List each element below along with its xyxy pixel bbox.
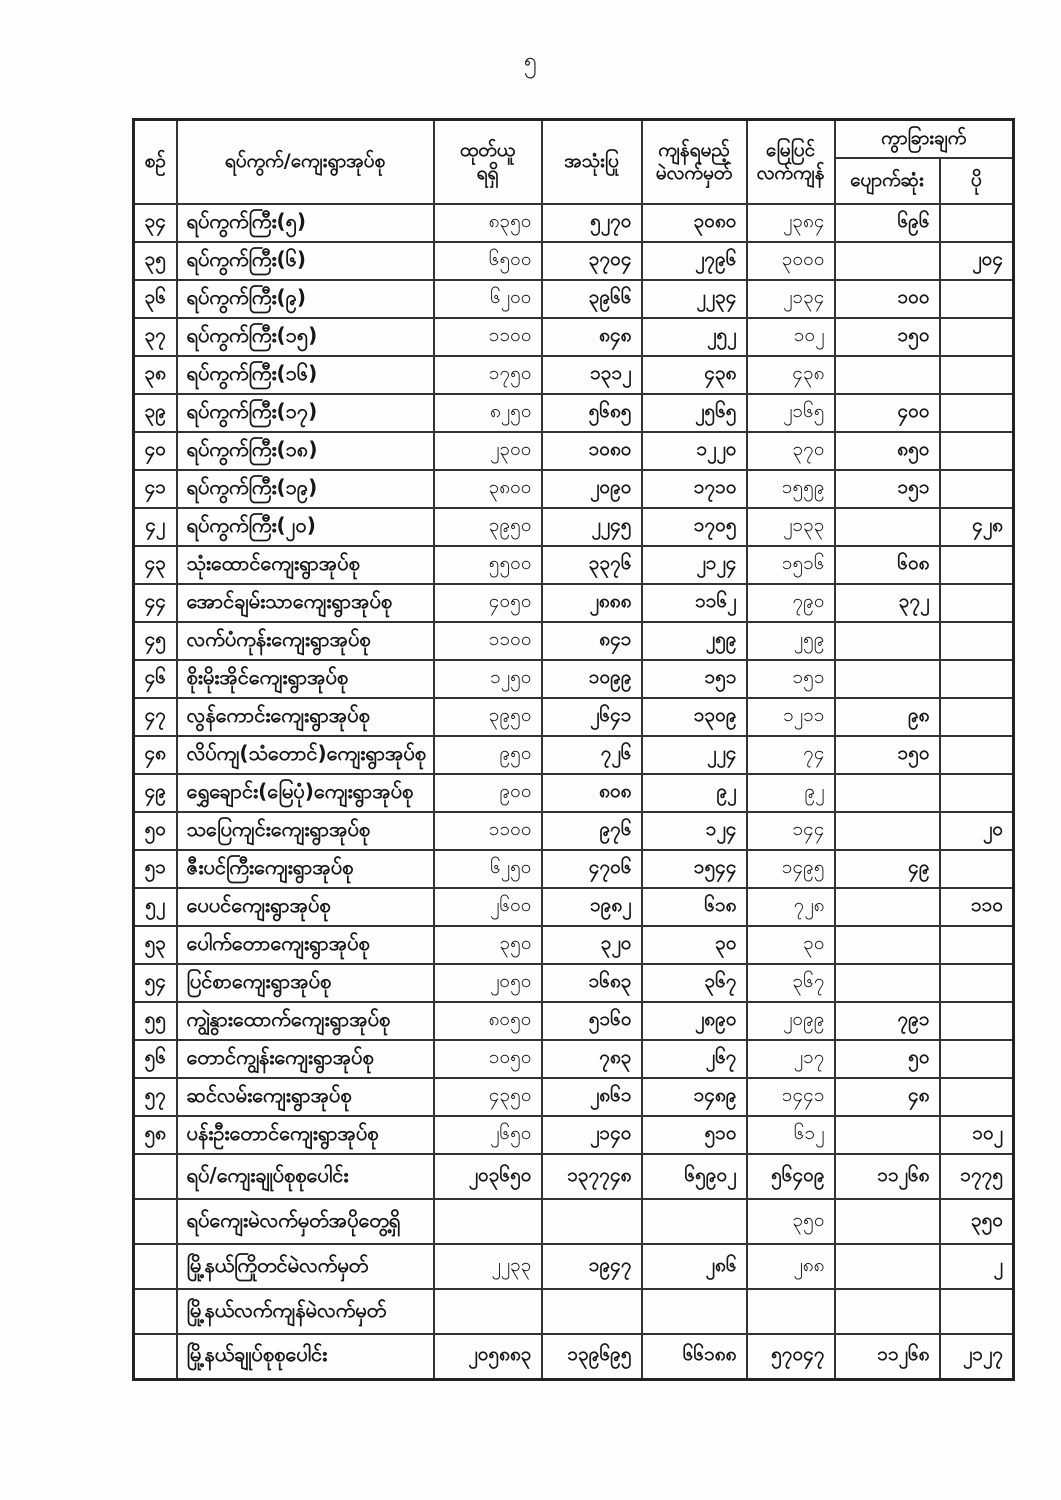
table-row	[134, 508, 1014, 546]
header-serial: စဉ်	[134, 120, 177, 205]
cell-remaining: ၆၆၁၈၈	[642, 1334, 747, 1379]
ballot-summary-table	[132, 118, 1015, 1381]
cell-issued: ၈၂၅၀	[434, 394, 542, 432]
cell-name: ရပ်ကျေးမဲလက်မှတ်အပိုတွေ့ရှိ	[177, 1199, 434, 1244]
table-row	[134, 280, 1014, 318]
cell-used: ၂၂၄၅	[542, 508, 642, 546]
cell-remaining: ၂၁၂၄	[642, 546, 747, 584]
cell-lost	[835, 508, 940, 546]
cell-name: စိုးမိုးအိုင်ကျေးရွာအုပ်စု	[177, 660, 434, 698]
cell-remaining: ၁၅၁	[642, 660, 747, 698]
table-body	[134, 204, 1014, 1379]
cell-issued: ၂၆၀၀	[434, 888, 542, 926]
cell-used: ၁၀၈၀	[542, 432, 642, 470]
cell-issued: ၃၉၅၀	[434, 508, 542, 546]
cell-extra	[940, 204, 1014, 242]
table-row	[134, 584, 1014, 622]
cell-issued: ၈၀၅၀	[434, 1002, 542, 1040]
cell-name: ရပ်ကွက်ကြီး(၉)	[177, 280, 434, 318]
cell-lost	[835, 888, 940, 926]
cell-used: ၁၀၉၉	[542, 660, 642, 698]
cell-extra	[940, 660, 1014, 698]
header-extra: ပို	[940, 158, 1014, 204]
cell-lost: ၃၇၂	[835, 584, 940, 622]
cell-serial: ၄၀	[134, 432, 177, 470]
cell-lost	[835, 926, 940, 964]
table-row	[134, 622, 1014, 660]
cell-serial: ၄၈	[134, 736, 177, 774]
cell-issued: ၉၅၀	[434, 736, 542, 774]
cell-serial	[134, 1199, 177, 1244]
cell-issued: ၃၅၀	[434, 926, 542, 964]
cell-serial: ၄၄	[134, 584, 177, 622]
cell-remaining: ၃၀	[642, 926, 747, 964]
cell-name: ရပ်ကွက်ကြီး(၂၀)	[177, 508, 434, 546]
cell-ground: ၂၅၉	[747, 622, 835, 660]
cell-used: ၁၉၈၂	[542, 888, 642, 926]
cell-name: တောင်ကျွန်းကျေးရွာအုပ်စု	[177, 1040, 434, 1078]
cell-issued: ၄၀၅၀	[434, 584, 542, 622]
cell-remaining: ၂၈၉၀	[642, 1002, 747, 1040]
cell-serial: ၅၁	[134, 850, 177, 888]
cell-name: မြို့နယ်လက်ကျန်မဲလက်မှတ်	[177, 1289, 434, 1334]
cell-used: ၃၇၀၄	[542, 242, 642, 280]
cell-remaining: ၂၆၇	[642, 1040, 747, 1078]
summary-row	[134, 1289, 1014, 1334]
table-row	[134, 1116, 1014, 1154]
header-ward-name: ရပ်ကွက်/ကျေးရွာအုပ်စု	[177, 120, 434, 205]
cell-issued: ၂၀၅၈၈၃	[434, 1334, 542, 1379]
cell-name: သပြေကျင်းကျေးရွာအုပ်စု	[177, 812, 434, 850]
cell-name: သုံးထောင်ကျေးရွာအုပ်စု	[177, 546, 434, 584]
cell-issued: ၂၆၅၀	[434, 1116, 542, 1154]
cell-remaining: ၃၀၈၀	[642, 204, 747, 242]
header-used: အသုံးပြု	[542, 120, 642, 205]
cell-used: ၂၆၄၁	[542, 698, 642, 736]
cell-serial: ၅၆	[134, 1040, 177, 1078]
cell-issued: ၁၂၅၀	[434, 660, 542, 698]
cell-used: ၃၉၆၆	[542, 280, 642, 318]
table-row	[134, 318, 1014, 356]
cell-issued: ၄၃၅၀	[434, 1078, 542, 1116]
cell-ground: ၇၉၀	[747, 584, 835, 622]
cell-remaining: ၃၆၇	[642, 964, 747, 1002]
cell-used: ၇၂၆	[542, 736, 642, 774]
cell-remaining: ၁၇၁၀	[642, 470, 747, 508]
cell-name: ရပ်ကွက်ကြီး(၆)	[177, 242, 434, 280]
cell-used: ၅၆၈၅	[542, 394, 642, 432]
cell-lost	[835, 1244, 940, 1289]
cell-serial: ၃၅	[134, 242, 177, 280]
cell-used: ၃၃၇၆	[542, 546, 642, 584]
cell-issued: ၂၂၃၃	[434, 1244, 542, 1289]
cell-ground: ၂၈၈	[747, 1244, 835, 1289]
cell-extra	[940, 546, 1014, 584]
header-issued-line1: ထုတ်ယူ	[459, 139, 516, 162]
cell-issued: ၁၇၅၀	[434, 356, 542, 394]
cell-name: ရပ်/ကျေးချုပ်စုစုပေါင်း	[177, 1154, 434, 1199]
cell-extra	[940, 356, 1014, 394]
cell-extra: ၄၂၈	[940, 508, 1014, 546]
cell-used: ၁၃၁၂	[542, 356, 642, 394]
cell-serial: ၄၇	[134, 698, 177, 736]
cell-used: ၈၄၈	[542, 318, 642, 356]
cell-remaining: ၂၂၄	[642, 736, 747, 774]
table-row	[134, 660, 1014, 698]
cell-serial	[134, 1244, 177, 1289]
cell-ground: ၇၄	[747, 736, 835, 774]
table-row	[134, 964, 1014, 1002]
cell-remaining: ၁၄၈၉	[642, 1078, 747, 1116]
cell-issued: ၂၃၀၀	[434, 432, 542, 470]
cell-extra	[940, 470, 1014, 508]
cell-extra	[940, 926, 1014, 964]
cell-name: ရပ်ကွက်ကြီး(၁၉)	[177, 470, 434, 508]
cell-remaining: ၁၂၄	[642, 812, 747, 850]
cell-used: ၇၈၃	[542, 1040, 642, 1078]
cell-issued: ၉၀၀	[434, 774, 542, 812]
table-row	[134, 926, 1014, 964]
summary-row	[134, 1199, 1014, 1244]
cell-issued: ၁၁၀၀	[434, 622, 542, 660]
cell-remaining: ၁၇၀၅	[642, 508, 747, 546]
cell-ground: ၂၁၃၄	[747, 280, 835, 318]
cell-ground: ၂၀၉၉	[747, 1002, 835, 1040]
cell-used: ၂၁၄၀	[542, 1116, 642, 1154]
cell-name: လက်ပံကုန်းကျေးရွာအုပ်စု	[177, 622, 434, 660]
header-remaining	[642, 120, 747, 205]
cell-remaining: ၄၃၈	[642, 356, 747, 394]
cell-ground: ၁၄၄၁	[747, 1078, 835, 1116]
cell-ground: ၁၅၁	[747, 660, 835, 698]
header-ground-line1: မြေပြင်	[765, 139, 816, 162]
cell-used: ၅၂၇၀	[542, 204, 642, 242]
cell-remaining: ၂၂၃၄	[642, 280, 747, 318]
cell-used: ၂၈၆၁	[542, 1078, 642, 1116]
cell-issued	[434, 1289, 542, 1334]
cell-name: မြို့နယ်ကြိုတင်မဲလက်မှတ်	[177, 1244, 434, 1289]
cell-remaining: ၆၁၈	[642, 888, 747, 926]
summary-row	[134, 1334, 1014, 1379]
cell-name: ရပ်ကွက်ကြီး(၁၆)	[177, 356, 434, 394]
table-row	[134, 470, 1014, 508]
cell-name: လိပ်ကျ(သံတောင်)ကျေးရွာအုပ်စု	[177, 736, 434, 774]
cell-ground: ၁၅၁၆	[747, 546, 835, 584]
cell-extra	[940, 964, 1014, 1002]
cell-ground: ၂၁၃၃	[747, 508, 835, 546]
cell-lost: ၆၉၆	[835, 204, 940, 242]
cell-lost: ၄၈	[835, 1078, 940, 1116]
cell-issued: ၃၈၀၀	[434, 470, 542, 508]
cell-remaining: ၂၅၆၅	[642, 394, 747, 432]
cell-extra: ၂၁၂၇	[940, 1334, 1014, 1379]
table-row	[134, 888, 1014, 926]
cell-lost	[835, 242, 940, 280]
cell-issued: ၁၁၀၀	[434, 812, 542, 850]
cell-ground: ၁၀၂	[747, 318, 835, 356]
cell-issued: ၂၀၅၀	[434, 964, 542, 1002]
cell-name: ရွှေချောင်း(မြေပုံ)ကျေးရွာအုပ်စု	[177, 774, 434, 812]
cell-ground: ၁၅၅၉	[747, 470, 835, 508]
cell-lost: ၁၅၁	[835, 470, 940, 508]
table-row	[134, 1002, 1014, 1040]
header-ground-remaining	[747, 120, 835, 205]
cell-name: ပေါက်တောကျေးရွာအုပ်စု	[177, 926, 434, 964]
cell-lost	[835, 812, 940, 850]
cell-name: ဆင်လမ်းကျေးရွာအုပ်စု	[177, 1078, 434, 1116]
cell-remaining: ၆၅၉၀၂	[642, 1154, 747, 1199]
cell-ground: ၄၃၈	[747, 356, 835, 394]
cell-remaining: ၅၁၀	[642, 1116, 747, 1154]
cell-extra	[940, 1040, 1014, 1078]
cell-issued: ၈၃၅၀	[434, 204, 542, 242]
cell-remaining: ၉၂	[642, 774, 747, 812]
table-row	[134, 242, 1014, 280]
cell-lost: ၄၀၀	[835, 394, 940, 432]
table-row	[134, 736, 1014, 774]
cell-used	[542, 1199, 642, 1244]
cell-ground: ၃၅၀	[747, 1199, 835, 1244]
cell-serial: ၄၅	[134, 622, 177, 660]
cell-used: ၉၇၆	[542, 812, 642, 850]
cell-remaining: ၁၅၄၄	[642, 850, 747, 888]
cell-ground: ၃၇၀	[747, 432, 835, 470]
cell-lost: ၁၀၀	[835, 280, 940, 318]
cell-lost: ၁၅၀	[835, 318, 940, 356]
cell-name: ပေပင်ကျေးရွာအုပ်စု	[177, 888, 434, 926]
cell-remaining: ၂၅၂	[642, 318, 747, 356]
cell-lost: ၁၁၂၆၈	[835, 1334, 940, 1379]
header-remaining-line2: မဲလက်မှတ်	[655, 162, 733, 184]
cell-ground: ၆၁၂	[747, 1116, 835, 1154]
cell-serial	[134, 1334, 177, 1379]
page-number: ၅	[524, 48, 537, 74]
cell-ground: ၉၂	[747, 774, 835, 812]
cell-lost: ၅၀	[835, 1040, 940, 1078]
cell-name: ရပ်ကွက်ကြီး(၁၅)	[177, 318, 434, 356]
header-remaining-line1: ကျန်ရမည့်	[658, 139, 730, 162]
cell-extra	[940, 622, 1014, 660]
cell-ground: ၂၃၈၄	[747, 204, 835, 242]
header-difference: ကွာခြားချက်	[835, 120, 1014, 159]
cell-issued	[434, 1199, 542, 1244]
cell-serial: ၅၀	[134, 812, 177, 850]
cell-name: လွန်ကောင်းကျေးရွာအုပ်စု	[177, 698, 434, 736]
table-header	[134, 120, 1014, 205]
cell-name: မြို့နယ်ချုပ်စုစုပေါင်း	[177, 1334, 434, 1379]
cell-extra: ၂၀	[940, 812, 1014, 850]
cell-used: ၂၀၉၀	[542, 470, 642, 508]
header-issued-line2: ရရှိ	[476, 162, 499, 184]
cell-remaining	[642, 1289, 747, 1334]
cell-issued: ၁၁၀၀	[434, 318, 542, 356]
cell-ground	[747, 1289, 835, 1334]
cell-serial	[134, 1154, 177, 1199]
cell-used: ၁၃၉၆၉၅	[542, 1334, 642, 1379]
table-row	[134, 698, 1014, 736]
cell-ground: ၃၆၇	[747, 964, 835, 1002]
cell-lost	[835, 1199, 940, 1244]
cell-remaining: ၁၂၂၀	[642, 432, 747, 470]
cell-extra: ၂၀၄	[940, 242, 1014, 280]
cell-extra: ၁၁၀	[940, 888, 1014, 926]
cell-lost	[835, 356, 940, 394]
table-row	[134, 850, 1014, 888]
cell-ground: ၅၆၄၀၉	[747, 1154, 835, 1199]
summary-row	[134, 1154, 1014, 1199]
cell-lost: ၁၅၀	[835, 736, 940, 774]
cell-used: ၄၇၀၆	[542, 850, 642, 888]
cell-remaining: ၂၈၆	[642, 1244, 747, 1289]
header-issued	[434, 120, 542, 205]
cell-lost	[835, 1116, 940, 1154]
cell-extra: ၁၀၂	[940, 1116, 1014, 1154]
table-row	[134, 546, 1014, 584]
cell-ground: ၂၁၆၅	[747, 394, 835, 432]
cell-name: ရပ်ကွက်ကြီး(၁၇)	[177, 394, 434, 432]
cell-ground: ၁၂၁၁	[747, 698, 835, 736]
table-row	[134, 394, 1014, 432]
cell-ground: ၃၀	[747, 926, 835, 964]
cell-ground: ၃၀၀၀	[747, 242, 835, 280]
cell-remaining	[642, 1199, 747, 1244]
cell-serial: ၅၂	[134, 888, 177, 926]
cell-lost: ၄၉	[835, 850, 940, 888]
cell-serial: ၃၄	[134, 204, 177, 242]
cell-used: ၁၃၇၇၄၈	[542, 1154, 642, 1199]
table-row	[134, 812, 1014, 850]
cell-extra	[940, 850, 1014, 888]
cell-extra	[940, 280, 1014, 318]
cell-issued: ၅၅၀၀	[434, 546, 542, 584]
cell-lost	[835, 774, 940, 812]
cell-serial: ၃၇	[134, 318, 177, 356]
cell-extra	[940, 698, 1014, 736]
cell-serial: ၃၆	[134, 280, 177, 318]
cell-serial: ၅၅	[134, 1002, 177, 1040]
cell-lost: ၆၀၈	[835, 546, 940, 584]
cell-serial: ၄၂	[134, 508, 177, 546]
cell-name: ရပ်ကွက်ကြီး(၁၈)	[177, 432, 434, 470]
cell-used: ၈၄၁	[542, 622, 642, 660]
cell-name: ကျွဲနွားထောက်ကျေးရွာအုပ်စု	[177, 1002, 434, 1040]
cell-serial: ၄၆	[134, 660, 177, 698]
cell-issued: ၆၅၀၀	[434, 242, 542, 280]
cell-serial: ၄၉	[134, 774, 177, 812]
cell-name: အောင်ချမ်းသာကျေးရွာအုပ်စု	[177, 584, 434, 622]
cell-extra	[940, 584, 1014, 622]
cell-used: ၃၂၀	[542, 926, 642, 964]
cell-serial: ၅၄	[134, 964, 177, 1002]
table-row	[134, 204, 1014, 242]
cell-serial: ၃၈	[134, 356, 177, 394]
cell-lost: ၁၁၂၆၈	[835, 1154, 940, 1199]
header-ground-line2: လက်ကျန်	[756, 162, 825, 184]
cell-name: ရပ်ကွက်ကြီး(၅)	[177, 204, 434, 242]
cell-lost	[835, 660, 940, 698]
table-row	[134, 356, 1014, 394]
cell-remaining: ၂၇၉၆	[642, 242, 747, 280]
cell-serial: ၃၉	[134, 394, 177, 432]
table-row	[134, 1078, 1014, 1116]
cell-extra	[940, 432, 1014, 470]
cell-issued: ၆၂၀၀	[434, 280, 542, 318]
summary-row	[134, 1244, 1014, 1289]
cell-name: ဇီးပင်ကြီးကျေးရွာအုပ်စု	[177, 850, 434, 888]
cell-remaining: ၁၁၆၂	[642, 584, 747, 622]
cell-used: ၈၀၈	[542, 774, 642, 812]
table-row	[134, 774, 1014, 812]
cell-ground: ၇၂၈	[747, 888, 835, 926]
cell-extra: ၃၅၀	[940, 1199, 1014, 1244]
cell-serial	[134, 1289, 177, 1334]
cell-issued: ၁၀၅၀	[434, 1040, 542, 1078]
cell-lost: ၈၅၀	[835, 432, 940, 470]
cell-used: ၁၉၄၇	[542, 1244, 642, 1289]
cell-serial: ၅၃	[134, 926, 177, 964]
cell-name: ပန်းဦးတောင်ကျေးရွာအုပ်စု	[177, 1116, 434, 1154]
cell-used	[542, 1289, 642, 1334]
cell-lost	[835, 622, 940, 660]
cell-name: ပြင်စာကျေးရွာအုပ်စု	[177, 964, 434, 1002]
cell-serial: ၄၁	[134, 470, 177, 508]
cell-extra	[940, 1078, 1014, 1116]
cell-extra	[940, 774, 1014, 812]
cell-ground: ၁၄၄	[747, 812, 835, 850]
cell-ground: ၅၇၀၄၇	[747, 1334, 835, 1379]
cell-lost	[835, 1289, 940, 1334]
cell-lost: ၉၈	[835, 698, 940, 736]
cell-used: ၂၈၈၈	[542, 584, 642, 622]
cell-used: ၁၆၈၃	[542, 964, 642, 1002]
cell-issued: ၃၉၅၀	[434, 698, 542, 736]
cell-ground: ၂၁၇	[747, 1040, 835, 1078]
cell-extra	[940, 394, 1014, 432]
cell-serial: ၅၇	[134, 1078, 177, 1116]
cell-extra	[940, 1002, 1014, 1040]
cell-remaining: ၂၅၉	[642, 622, 747, 660]
header-lost: ပျောက်ဆုံး	[835, 158, 940, 204]
cell-extra	[940, 736, 1014, 774]
cell-issued: ၆၂၅၀	[434, 850, 542, 888]
cell-remaining: ၁၃၀၉	[642, 698, 747, 736]
cell-extra: ၁၇၇၅	[940, 1154, 1014, 1199]
cell-serial: ၅၈	[134, 1116, 177, 1154]
cell-lost: ၇၉၁	[835, 1002, 940, 1040]
table-row	[134, 1040, 1014, 1078]
cell-extra: ၂	[940, 1244, 1014, 1289]
cell-serial: ၄၃	[134, 546, 177, 584]
cell-lost	[835, 964, 940, 1002]
cell-issued: ၂၀၃၆၅၀	[434, 1154, 542, 1199]
cell-used: ၅၁၆၀	[542, 1002, 642, 1040]
cell-extra	[940, 318, 1014, 356]
table-row	[134, 432, 1014, 470]
cell-extra	[940, 1289, 1014, 1334]
cell-ground: ၁၄၉၅	[747, 850, 835, 888]
